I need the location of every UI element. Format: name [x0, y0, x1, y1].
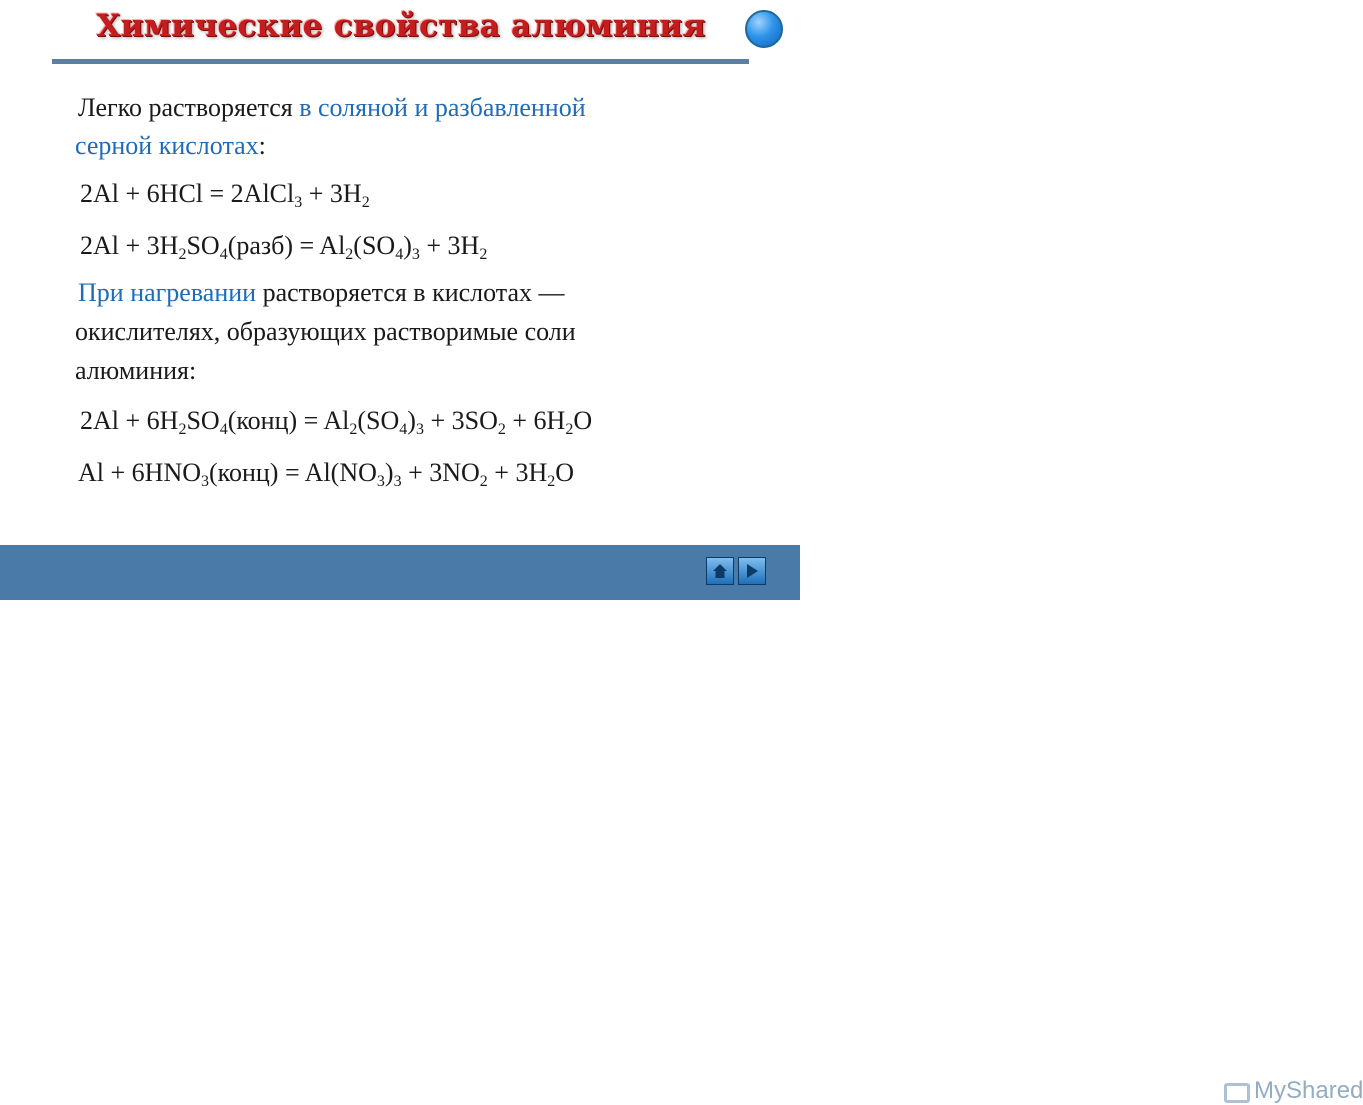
paragraph2-line3: алюминия: [75, 356, 197, 385]
paragraph2-line1 [78, 277, 565, 309]
text-normal: Легко растворяется [78, 93, 300, 122]
equation-2: $2Al + 3H_2SO_4(разб) = Al_2(SO_4)_3 + 3H_2$ [80, 231, 488, 263]
footer-bar [0, 545, 800, 600]
paragraph2-line2: окислителях, образующих растворимые соли [75, 317, 576, 346]
text-highlight: в соляной и разбавленной [299, 93, 586, 122]
slide-title: Химические свойства алюминия [96, 8, 706, 44]
text-normal: : [258, 131, 266, 160]
equation-4: $Al + 6HNO_3(конц) = Al(NO_3)_3 + 3NO_2 + 3H_2O$ [78, 458, 575, 490]
paragraph1-line1 [78, 92, 586, 124]
paragraph1-line2 [75, 130, 266, 162]
equation-3: $2Al + 6H_2SO_4(конц) = Al_2(SO_4)_3 + 3SO_2 + 6H_2O$ [80, 406, 593, 438]
text-normal: растворяется в кислотах — [256, 278, 565, 307]
arrow-right-icon[interactable] [738, 557, 766, 585]
myshared-logo-icon [1224, 1083, 1250, 1103]
slide-content [0, 0, 800, 540]
home-icon[interactable] [706, 557, 734, 585]
equation-1: 2Al + 6HCl = 2AlCl$_3$ + $3H_2$ [80, 179, 370, 211]
watermark-text: MyShared [1254, 1077, 1363, 1104]
text-highlight: серной кислотах [75, 131, 259, 160]
text-highlight: При нагревании [78, 278, 257, 307]
